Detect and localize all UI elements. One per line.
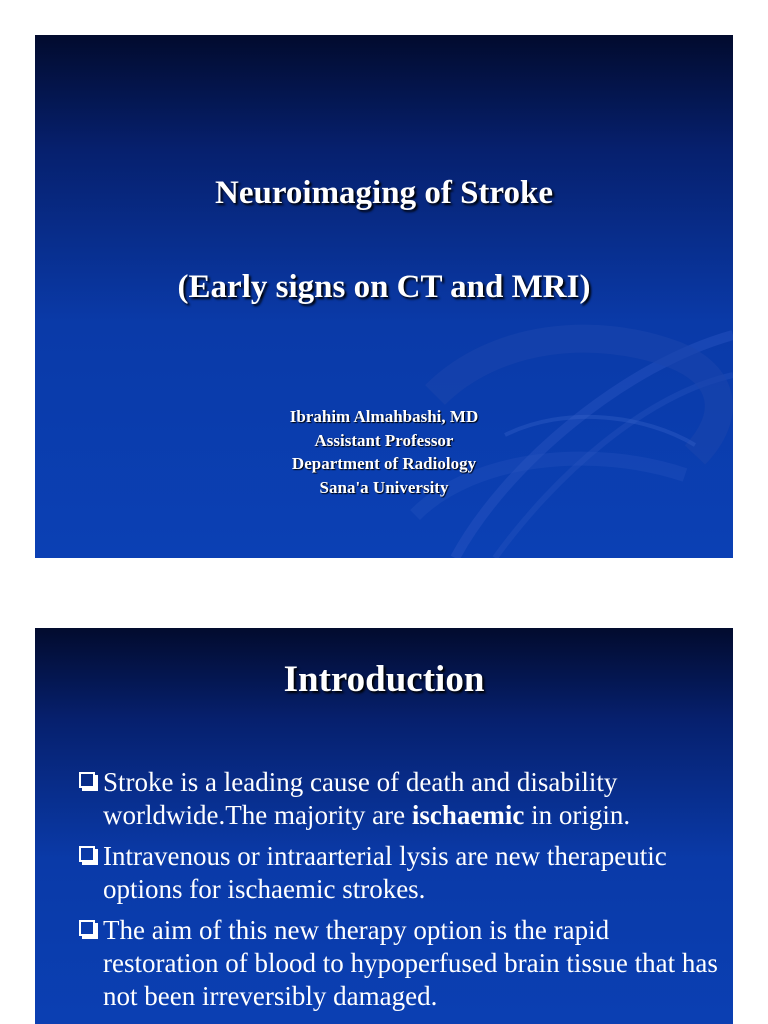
bullet-list [77, 766, 727, 1021]
introduction-slide [35, 628, 733, 1024]
slide-heading: Introduction [283, 659, 485, 700]
bullet-text: Intravenous or intraarterial lysis are new therapeutic options for ischaemic strokes. [103, 841, 667, 904]
list-item [77, 766, 727, 832]
list-item [77, 914, 727, 1013]
author-position: Assistant Professor [314, 430, 454, 450]
author-department: Department of Radiology [291, 454, 477, 473]
author-institution: Sana'a University [319, 477, 449, 497]
slide-subtitle: (Early signs on CT and MRI) [177, 269, 591, 305]
title-slide [35, 35, 733, 558]
slide-title: Neuroimaging of Stroke [215, 175, 553, 211]
bullet-text-part: in origin. [524, 800, 631, 830]
checkbox-bullet-icon [79, 920, 95, 936]
author-name: Ibrahim Almahbashi, MD [289, 407, 479, 426]
bullet-text-part: Stroke is a leading cause of death and disability worldwide.The majority are [103, 767, 618, 830]
author-info [35, 405, 733, 499]
bullet-emphasis: ischaemic [411, 800, 525, 830]
checkbox-bullet-icon [79, 846, 95, 862]
bullet-text: The aim of this new therapy option is the rapid restoration of blood to hypoperfused brain tissue that has not been irreversibly damaged. [103, 915, 718, 1011]
checkbox-bullet-icon [79, 772, 95, 788]
list-item [77, 840, 727, 906]
